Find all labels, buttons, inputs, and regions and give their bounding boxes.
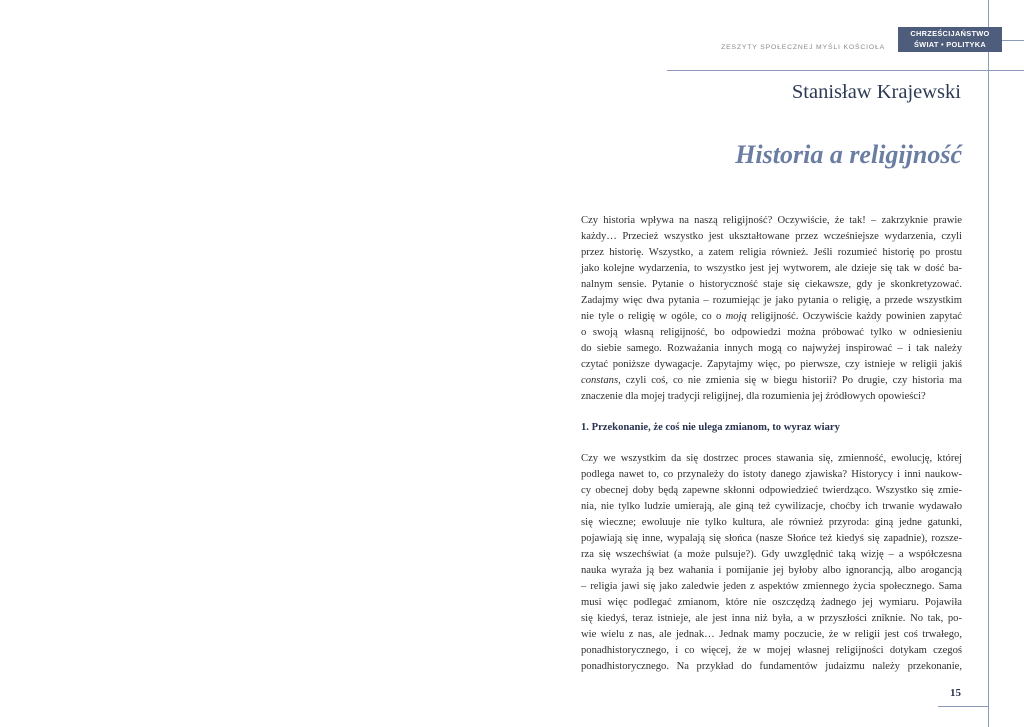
body-text-line: o swoją własną religijność, bo odpowiedzi można próbować tylko w odniesieniu bbox=[581, 327, 962, 338]
body-text-line: pojawiają się inne, wypalają się słońca (nasze Słońce też kiedyś się zapadnie), rozsze- bbox=[581, 533, 962, 544]
body-text-line: jako kolejne wydarzenia, to wszystko jest jej wytworem, ale dzieje się tak w dość ba- bbox=[581, 263, 962, 274]
vertical-margin-rule bbox=[988, 0, 989, 727]
body-text-line: cy obecnej doby będą zapewne skłonni odpowiedzieć twierdząco. Wszystko się zmie- bbox=[581, 485, 962, 496]
article-author: Stanisław Krajewski bbox=[791, 81, 961, 103]
text-segment: , czyli coś, co nie zmienia się w biegu historii? Po drugie, czy historia ma bbox=[618, 375, 962, 386]
logo-line-2: ŚWIAT • POLITYKA bbox=[913, 39, 987, 49]
body-text-line bbox=[581, 309, 962, 325]
logo-line-1: CHRZEŚCIJAŃSTWO bbox=[910, 29, 990, 38]
section-heading: 1. Przekonanie, że coś nie ulega zmianom, to wyraz wiary bbox=[581, 422, 840, 433]
emphasized-word: moją bbox=[725, 311, 747, 322]
body-text-line: przez historię. Wszystko, a zatem religia również. Jeśli rozumieć historię po prostu bbox=[581, 247, 962, 258]
footer-rule bbox=[938, 706, 989, 707]
body-text-line: rza się wszechświat (a może pulsuje?). Gdy uwzględnić taką wizję – a współczesna bbox=[581, 549, 962, 560]
body-text-line: nauka wyraża ją bez wahania i pomijanie jej byłoby albo ignorancją, albo arogancją bbox=[581, 565, 962, 576]
text-segment: nie tyle o religię w ogóle, co o bbox=[581, 311, 726, 322]
body-text-line: się wieczne; ewoluuje nie tylko kultura, ale również przyroda: giną jedne gatunki, bbox=[581, 517, 962, 528]
body-text-line bbox=[581, 373, 962, 389]
logo-rule bbox=[1002, 40, 1024, 41]
body-text-line: czytać poniższe dywagacje. Zapytajmy więc, po pierwsze, czy istnieje w religii jakiś bbox=[581, 359, 962, 370]
body-text-line: znaczenie dla mojej tradycji religijnej, dla rozumienia jej źródłowych opowieści? bbox=[581, 391, 926, 402]
body-text-line: każdy… Przecież wszystko jest ukształtowane przez wcześniejsze wydarzenia, czyli bbox=[581, 231, 962, 242]
body-text-line: wie wielu z nas, ale jednak… Jednak mamy poczucie, że w religii jest coś trwałego, bbox=[581, 629, 962, 640]
body-text-line: Czy historia wpływa na naszą religijność? Oczywiście, że tak! – zakrzyknie prawie bbox=[581, 215, 962, 226]
body-text-line: – religia jawi się jako zaledwie jeden z aspektów zmiennego życia społecznego. Sama bbox=[581, 581, 962, 592]
journal-name: ZESZYTY SPOŁECZNEJ MYŚLI KOŚCIOŁA bbox=[721, 44, 885, 51]
body-text-line: musi więc podlegać zmianom, które nie oszczędzą żadnego jej wymiaru. Pojawiła bbox=[581, 597, 962, 608]
intro-paragraph bbox=[581, 213, 962, 405]
body-text-line: do siebie samego. Rozważania innych mogą co najwyżej inspirować – i tak należy bbox=[581, 343, 962, 354]
body-text-line: Czy we wszystkim da się dostrzec proces stawania się, zmienność, ewolucję, której bbox=[581, 453, 962, 464]
body-text-line: Zadajmy więc dwa pytania – rozumiejąc je jako pytania o religię, a przede wszystkim bbox=[581, 295, 962, 306]
journal-logo bbox=[898, 27, 1002, 52]
emphasized-word: constans bbox=[581, 375, 619, 386]
section-paragraph bbox=[581, 451, 962, 675]
body-text-line: się kiedyś, teraz istnieje, ale jest inna niż była, a w przyszłości zniknie. No tak, po- bbox=[581, 613, 962, 624]
body-text-line: nia, nie tylko ludzie umierają, ale giną też cywilizacje, choćby ich trwanie wydawało bbox=[581, 501, 962, 512]
page-number: 15 bbox=[950, 687, 961, 699]
header-rule bbox=[667, 70, 1024, 71]
body-text-line: ponadhistorycznego. Na przykład do fundamentów judaizmu należy przekonanie, bbox=[581, 661, 962, 672]
body-text-line: podlega nawet to, co przynależy do istoty danego zjawiska? Historycy i inni naukow- bbox=[581, 469, 962, 480]
body-text-line: nalnym sensie. Pytanie o historyczność staje się ciekawsze, gdy je skonkretyzować. bbox=[581, 279, 962, 290]
text-segment: religijność. Oczywiście każdy powinien zapytać bbox=[746, 311, 962, 322]
body-text-line: ponadhistorycznego, i co więcej, że w mojej własnej religijności dotykam czegoś bbox=[581, 645, 962, 656]
article-title: Historia a religijność bbox=[735, 140, 962, 169]
